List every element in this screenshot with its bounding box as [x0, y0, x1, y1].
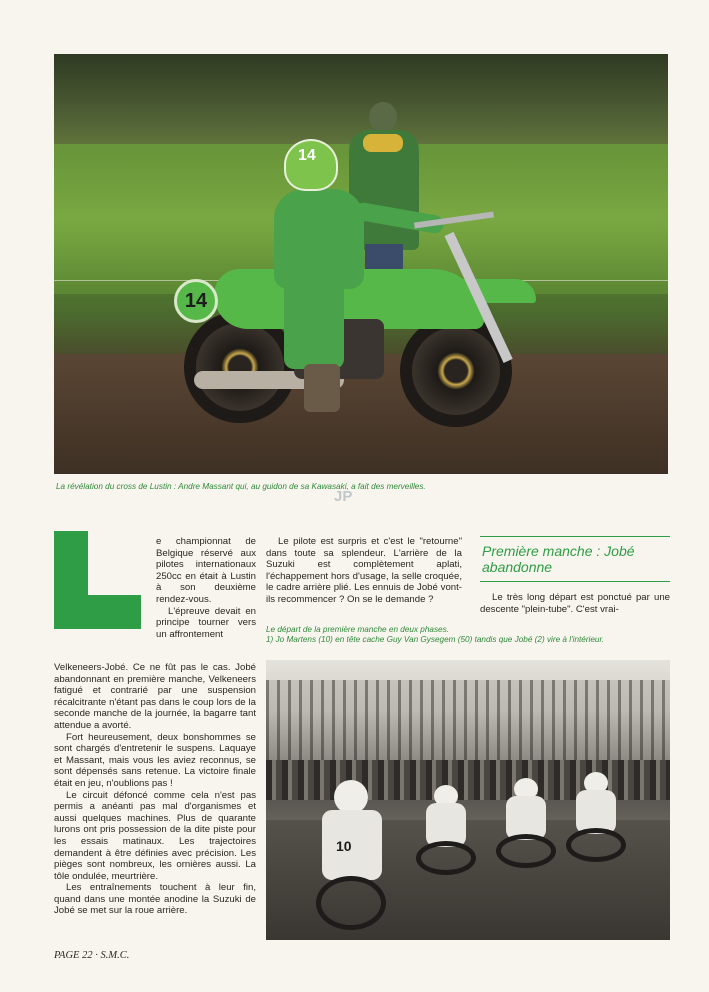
article-column-1-top [156, 536, 256, 640]
page-folio: PAGE 22 · S.M.C. [54, 950, 130, 961]
rider-arm [353, 201, 445, 234]
caption-line: Le départ de la première manche en deux phases. [266, 625, 449, 634]
paragraph: L'épreuve devait en principe tourner vers un affrontement [156, 605, 256, 640]
lead-rider-number: 10 [336, 838, 352, 854]
paragraph: Les entraînements touchent à leur fin, quand dans une montée anodine la Suzuki de Jobé se met sur la roue arrière. [54, 882, 256, 917]
article-column-2 [266, 536, 462, 606]
paragraph: Fort heureusement, deux bonshommes se sont chargés d'entretenir le suspens. Laquaye et Massant, mais vous les aviez reconnus, se sont dépensés sans retenue. La victoire finale était en jeu, n'oublions pas ! [54, 731, 256, 789]
background-rider [416, 785, 476, 875]
kawasaki-motorcycle [164, 139, 524, 449]
lead-rider [306, 780, 396, 930]
background-rider [496, 778, 556, 868]
rider-legs [284, 279, 344, 369]
race-start-photo [266, 660, 670, 940]
motocross-rider-photo [54, 54, 668, 474]
paragraph: Le très long départ est ponctué par une descente "plein-tube". C'est vrai- [480, 592, 670, 615]
section-heading-box [480, 536, 670, 582]
dropcap-letter-l [54, 531, 141, 629]
helmet-number: 14 [298, 147, 316, 164]
side-number-plate: 14 [174, 279, 218, 323]
rider-boot [304, 364, 340, 412]
paragraph: Le pilote est surpris et c'est le "retourne" dans toute sa splendeur. L'arrière de la Suzuki est complètement aplati, l'échappement hors d'usage, la selle croquée, le cadre arrière plié. Les ennuis de Jobé vont-ils recommencer ? On se le demande ? [266, 536, 462, 605]
bottom-photo-caption [266, 625, 670, 645]
article-column-1 [54, 662, 256, 917]
paragraph: Velkeneers-Jobé. Ce ne fût pas le cas. Jobé abandonnant en première manche, Velkeneers fatigué et contrarié par une suspension récalcitrante n'étant pas dans le coup lors de la seconde manche de la journée, la bagarre tant attendue a avorté. [54, 662, 256, 731]
top-photo-caption: La révélation du cross de Lustin : Andre Massant qui, au guidon de sa Kawasaki, a fait des merveilles. [56, 482, 426, 491]
jp-watermark: JP [334, 488, 353, 505]
background-rider [566, 772, 626, 862]
section-title: Première manche : Jobé abandonne [482, 543, 635, 575]
rider-body [274, 189, 364, 289]
paragraph: e championnat de Belgique réservé aux pilotes internationaux 250cc en était à Lustin à son deuxième rendez-vous. [156, 536, 256, 605]
article-column-3 [480, 592, 670, 615]
caption-line: 1) Jo Martens (10) en tête cache Guy Van Gysegem (50) tandis que Jobé (2) vire à l'intérieur. [266, 635, 605, 644]
paragraph: Le circuit défoncé comme cela n'est pas permis a anéanti pas mal d'organismes et aussi quelques machines. Plus de quarante lurons ont pris possession de la dite piste pour les essais matinaux. Les trajectoires demandent à être définies avec précision. Les pièges sont nombreux, les ornières aussi. La tôle ondulée, meurtrière. [54, 789, 256, 882]
